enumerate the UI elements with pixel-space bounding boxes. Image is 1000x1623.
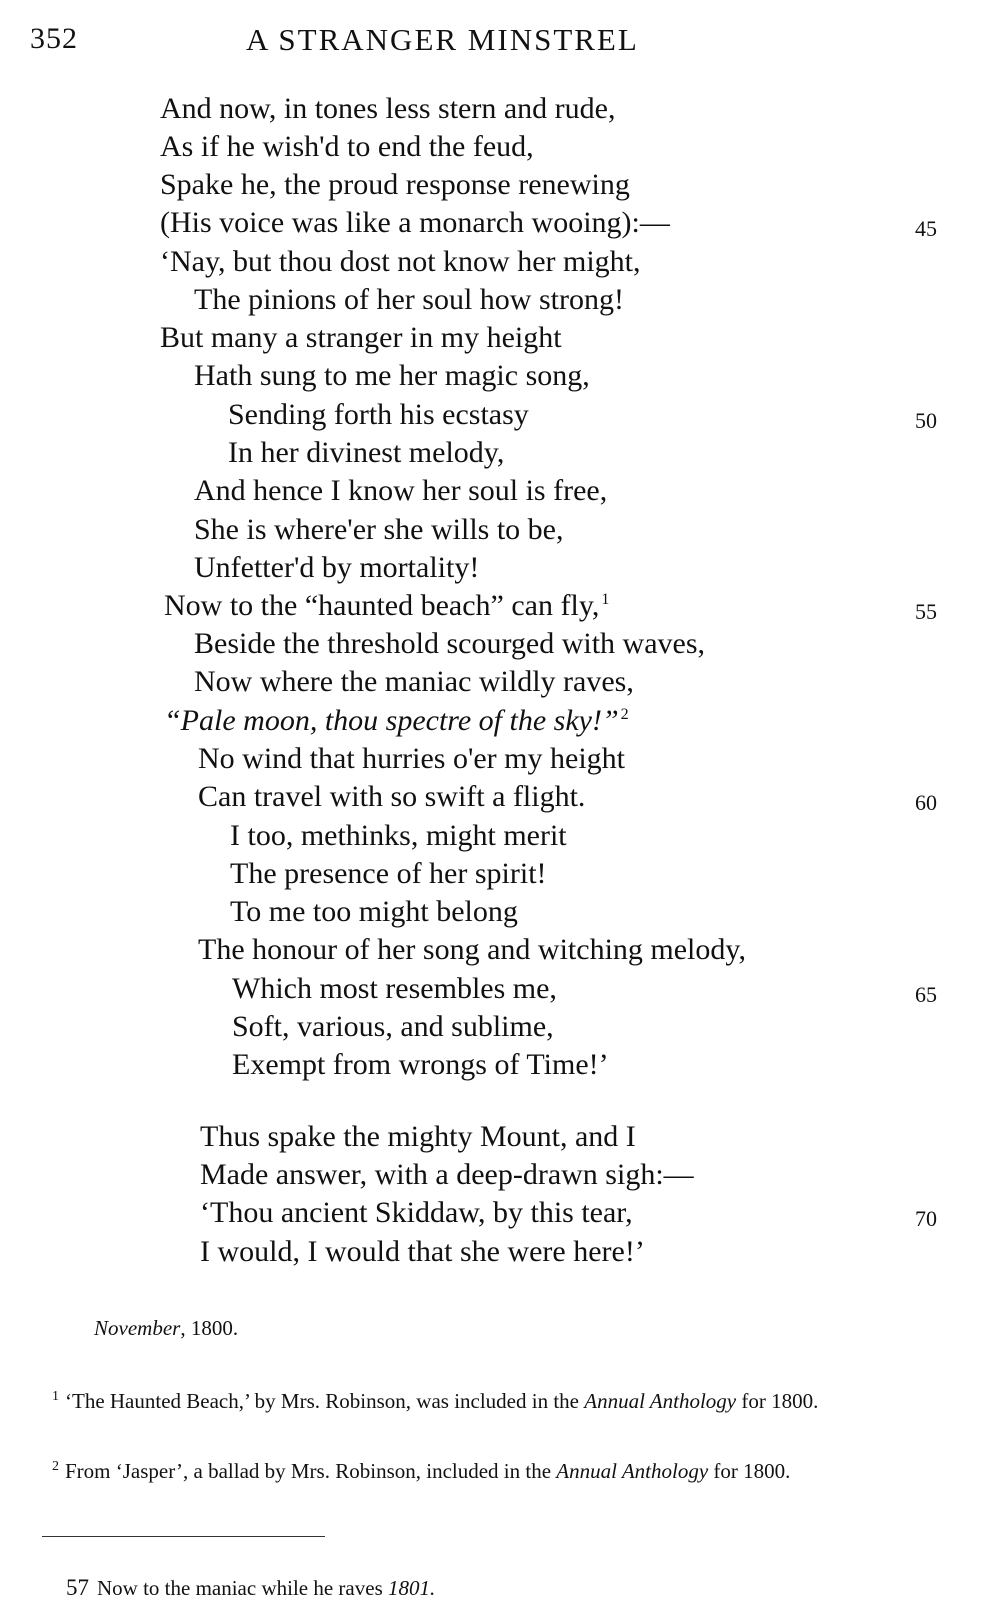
line-number: 65: [915, 982, 937, 1007]
poem-line: And hence I know her soul is free,: [194, 474, 608, 507]
footnote-mark: 1: [601, 591, 610, 608]
poem-line: Sending forth his ecstasy: [228, 398, 529, 431]
poem-line: To me too might belong: [230, 895, 518, 928]
poem-line: Now where the maniac wildly raves,: [194, 665, 634, 698]
poem-line: Beside the threshold scourged with waves,: [194, 627, 706, 660]
running-title: A STRANGER MINSTREL: [246, 22, 639, 57]
poem-line: But many a stranger in my height: [160, 321, 562, 354]
poem-line: Thus spake the mighty Mount, and I: [200, 1120, 636, 1153]
footnote-title: Annual Anthology: [556, 1459, 709, 1483]
poem-line: I too, methinks, might merit: [230, 819, 567, 852]
poem-line: Unfetter'd by mortality!: [194, 551, 480, 584]
line-number: 45: [915, 216, 937, 241]
poem-line: In her divinest melody,: [228, 436, 505, 469]
poem-line: [164, 587, 609, 625]
footnote-number: 1: [52, 1389, 59, 1404]
poem-line: The honour of her song and witching melody,: [198, 933, 746, 966]
footnote-text: From ‘Jasper’, a ballad by Mrs. Robinson, included in the: [65, 1459, 557, 1483]
footnote-mark: 2: [620, 706, 629, 723]
poem-date: [94, 1316, 238, 1341]
poem-line: I would, I would that she were here!’: [200, 1235, 645, 1268]
line-number: 60: [915, 790, 937, 815]
date-year: , 1800.: [180, 1316, 239, 1340]
line-number: 50: [915, 408, 937, 433]
line-text: Now to the “haunted beach” can fly,: [164, 589, 600, 622]
variant-text: Now to the maniac while he raves: [97, 1576, 383, 1600]
footnote-rule: [42, 1536, 325, 1537]
poem-line: Soft, various, and sublime,: [232, 1010, 554, 1043]
poem-line: ‘Thou ancient Skiddaw, by this tear,: [200, 1196, 633, 1229]
poem-line: Can travel with so swift a flight.: [198, 780, 586, 813]
poem-line: As if he wish'd to end the feud,: [160, 130, 534, 163]
poem-line: [164, 702, 629, 740]
line-text: “Pale moon, thou spectre of the sky!”: [164, 704, 619, 737]
poem-line: She is where'er she wills to be,: [194, 513, 564, 546]
footnote-number: 2: [52, 1459, 59, 1474]
page-number: 352: [30, 22, 78, 55]
poem-line: No wind that hurries o'er my height: [198, 742, 625, 775]
footnote-text: for 1800.: [708, 1459, 791, 1483]
poem-line: The pinions of her soul how strong!: [194, 283, 624, 316]
poem-line: Which most resembles me,: [232, 972, 557, 1005]
poem-line: The presence of her spirit!: [230, 857, 547, 890]
poem-line: Spake he, the proud response renewing: [160, 168, 630, 201]
variant-year: 1801.: [388, 1576, 436, 1600]
poem-line: And now, in tones less stern and rude,: [160, 92, 616, 125]
footnote-title: Annual Anthology: [584, 1389, 737, 1413]
poem-line: Hath sung to me her magic song,: [194, 359, 590, 392]
textual-variant: [66, 1575, 435, 1601]
footnote-text: ‘The Haunted Beach,’ by Mrs. Robinson, was included in the: [65, 1389, 585, 1413]
line-number: 70: [915, 1206, 937, 1231]
footnote: [38, 1380, 960, 1418]
line-number: 55: [915, 599, 937, 624]
footnote: [38, 1450, 960, 1488]
poem-line: ‘Nay, but thou dost not know her might,: [160, 245, 641, 278]
poem-line: (His voice was like a monarch wooing):—: [160, 206, 670, 239]
footnote-text: for 1800.: [736, 1389, 819, 1413]
date-month: November: [94, 1316, 181, 1340]
poem-line: Made answer, with a deep-drawn sigh:—: [200, 1158, 694, 1191]
variant-line-number: 57: [66, 1575, 89, 1600]
poem-line: Exempt from wrongs of Time!’: [232, 1048, 609, 1081]
